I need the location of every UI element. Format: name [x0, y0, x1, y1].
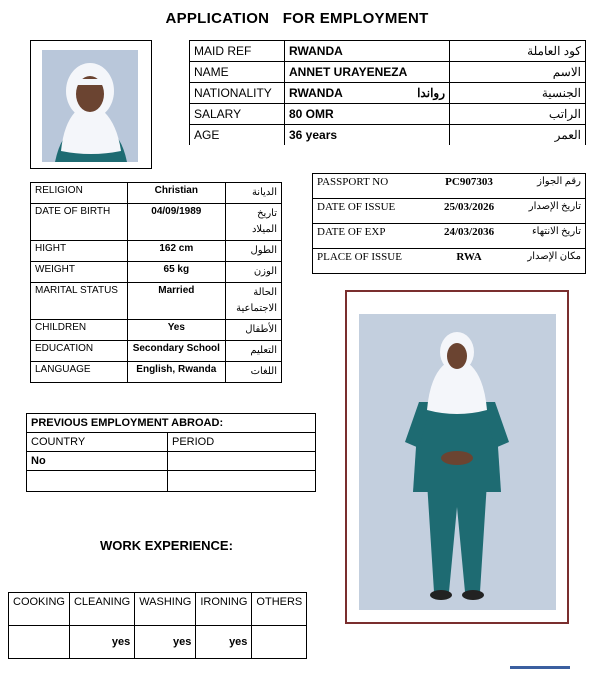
skill-header: WASHING: [135, 593, 196, 626]
passport-arabic: مكان الإصدار: [506, 249, 585, 274]
passport-arabic: تاريخ الإصدار: [506, 199, 585, 224]
table-row: [31, 262, 282, 283]
personal-arabic: التعليم: [226, 341, 282, 362]
passport-arabic: تاريخ الانتهاء: [506, 224, 585, 249]
personal-value: Yes: [127, 320, 226, 341]
table-row: [31, 362, 282, 383]
top-info-table: [189, 40, 586, 145]
maid-ref-label: MAID REF: [190, 41, 285, 62]
document-title: APPLICATION FOR EMPLOYMENT: [165, 10, 429, 27]
skill-value: yes: [69, 626, 134, 659]
passport-arabic: رقم الجواز: [506, 174, 585, 199]
salary-label: SALARY: [190, 104, 285, 125]
table-row: [190, 104, 586, 125]
table-row: [31, 204, 282, 241]
personal-arabic: الأطفال: [226, 320, 282, 341]
personal-value: 04/09/1989: [127, 204, 226, 241]
period-cell: [168, 452, 316, 471]
personal-arabic: تاريخ الميلاد: [226, 204, 282, 241]
skill-header: OTHERS: [252, 593, 307, 626]
table-row: [31, 283, 282, 320]
personal-label: HIGHT: [31, 241, 128, 262]
age-label: AGE: [190, 125, 285, 146]
personal-value: 65 kg: [127, 262, 226, 283]
country-cell: No: [27, 452, 168, 471]
personal-arabic: اللغات: [226, 362, 282, 383]
table-row: [313, 224, 586, 249]
table-row: [27, 433, 316, 452]
personal-arabic: الطول: [226, 241, 282, 262]
full-body-photo-frame: [345, 290, 569, 624]
work-experience-heading: WORK EXPERIENCE:: [100, 538, 233, 553]
nationality-arabic: الجنسية: [450, 83, 586, 104]
personal-label: DATE OF BIRTH: [31, 204, 128, 241]
skill-value: [252, 626, 307, 659]
country-header: COUNTRY: [27, 433, 168, 452]
skill-header: CLEANING: [69, 593, 134, 626]
personal-label: EDUCATION: [31, 341, 128, 362]
footer-rule: [510, 666, 570, 669]
personal-label: RELIGION: [31, 183, 128, 204]
table-row: [9, 626, 307, 659]
maid-ref-value: RWANDA: [285, 41, 450, 62]
portrait-photo-frame: [30, 40, 152, 169]
salary-value: 80 OMR: [285, 104, 450, 125]
portrait-photo: [31, 41, 151, 168]
passport-value: 25/03/2026: [432, 199, 506, 224]
personal-value: Christian: [127, 183, 226, 204]
passport-label: PASSPORT NO: [313, 174, 432, 199]
table-row: [31, 241, 282, 262]
age-value: 36 years: [285, 125, 450, 146]
salary-arabic: الراتب: [450, 104, 586, 125]
personal-arabic: الديانة: [226, 183, 282, 204]
work-experience-table: [8, 592, 307, 659]
personal-label: WEIGHT: [31, 262, 128, 283]
passport-value: 24/03/2036: [432, 224, 506, 249]
table-row: [9, 593, 307, 626]
table-row: [190, 41, 586, 62]
period-cell: [168, 471, 316, 492]
country-cell: [27, 471, 168, 492]
personal-value: English, Rwanda: [127, 362, 226, 383]
personal-label: MARITAL STATUS: [31, 283, 128, 320]
skill-value: yes: [196, 626, 252, 659]
full-body-photo: [347, 292, 567, 622]
nationality-value-en: RWANDA: [289, 86, 343, 100]
personal-value: 162 cm: [127, 241, 226, 262]
passport-value: RWA: [432, 249, 506, 274]
personal-value: Married: [127, 283, 226, 320]
table-row: [27, 414, 316, 433]
table-row: [313, 174, 586, 199]
skill-value: [9, 626, 70, 659]
passport-table: [312, 173, 586, 274]
personal-label: LANGUAGE: [31, 362, 128, 383]
passport-label: DATE OF ISSUE: [313, 199, 432, 224]
table-row: [27, 471, 316, 492]
personal-arabic: الحالة الاجتماعية: [226, 283, 282, 320]
passport-label: DATE OF EXP: [313, 224, 432, 249]
table-row: [31, 183, 282, 204]
skill-value: yes: [135, 626, 196, 659]
table-row: [31, 341, 282, 362]
table-row: [313, 249, 586, 274]
nationality-label: NATIONALITY: [190, 83, 285, 104]
personal-label: CHILDREN: [31, 320, 128, 341]
nationality-value-ar: رواندا: [417, 86, 445, 100]
table-row: [190, 83, 586, 104]
name-arabic: الاسم: [450, 62, 586, 83]
passport-value: PC907303: [432, 174, 506, 199]
name-value: ANNET URAYENEZA: [285, 62, 450, 83]
previous-employment-heading: PREVIOUS EMPLOYMENT ABROAD:: [27, 414, 316, 433]
table-row: [31, 320, 282, 341]
personal-arabic: الوزن: [226, 262, 282, 283]
skill-header: COOKING: [9, 593, 70, 626]
table-row: [190, 125, 586, 146]
period-header: PERIOD: [168, 433, 316, 452]
skill-header: IRONING: [196, 593, 252, 626]
table-row: [190, 62, 586, 83]
age-arabic: العمر: [450, 125, 586, 146]
table-row: [27, 452, 316, 471]
name-label: NAME: [190, 62, 285, 83]
previous-employment-table: [26, 413, 316, 492]
personal-details-table: [30, 182, 282, 383]
nationality-value: [285, 83, 450, 104]
maid-ref-arabic: كود العاملة: [450, 41, 586, 62]
passport-label: PLACE OF ISSUE: [313, 249, 432, 274]
table-row: [313, 199, 586, 224]
personal-value: Secondary School: [127, 341, 226, 362]
